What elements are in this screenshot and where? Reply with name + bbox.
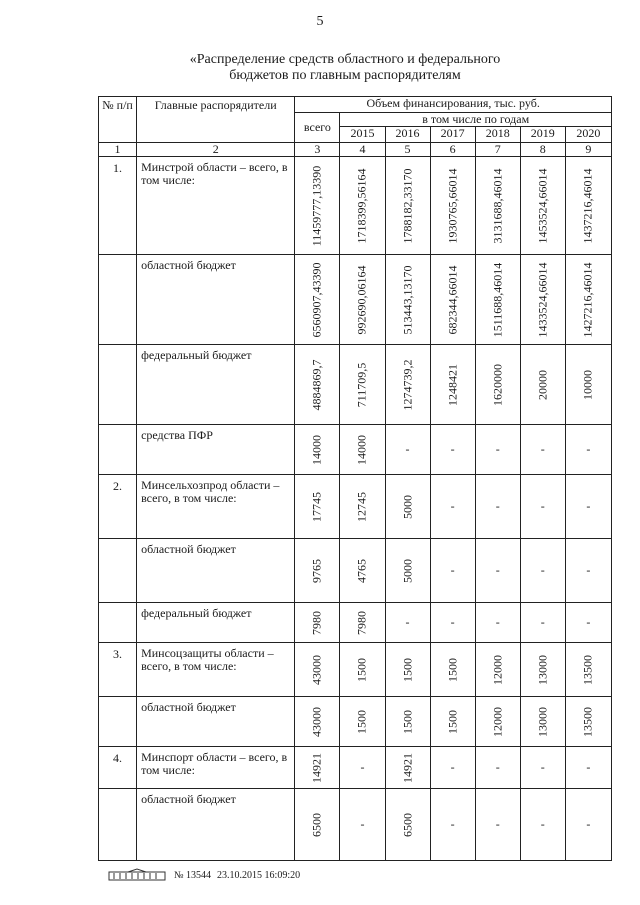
header-by-years: в том числе по годам [340, 113, 612, 127]
value-text: 7980 [309, 610, 324, 635]
value-cell: - [475, 425, 520, 475]
value-cell: - [520, 603, 565, 643]
row-manager-name: областной бюджет [137, 539, 295, 603]
value-text: 12000 [490, 706, 505, 737]
value-text: 1500 [445, 657, 460, 682]
value-cell [340, 697, 385, 747]
value-text: 711709,5 [354, 362, 369, 407]
table-row [99, 789, 612, 861]
value-cell: - [475, 747, 520, 789]
value-cell [340, 425, 385, 475]
value-cell [520, 643, 565, 697]
row-manager-name: Минстрой области – всего, в том числе: [137, 157, 295, 255]
value-cell: - [430, 603, 475, 643]
value-cell [565, 697, 611, 747]
value-text: 4884869,7 [309, 359, 324, 410]
row-number [99, 255, 137, 345]
row-number: 4. [99, 747, 137, 789]
title-line-2: бюджетов по главным распорядителям [229, 68, 461, 83]
value-cell: - [520, 475, 565, 539]
value-cell [385, 539, 430, 603]
value-cell [475, 697, 520, 747]
value-text: 1433524,66014 [535, 262, 550, 337]
table-row [99, 425, 612, 475]
value-cell [295, 345, 340, 425]
value-cell [520, 255, 565, 345]
value-cell [340, 157, 385, 255]
value-cell [430, 345, 475, 425]
title-line-1: «Распределение средств областного и федерального [189, 52, 501, 67]
table-row [99, 603, 612, 643]
value-text: 9765 [309, 558, 324, 583]
column-number: 7 [475, 143, 520, 157]
row-number: 3. [99, 643, 137, 697]
header-year: 2019 [520, 127, 565, 143]
value-text: 14921 [400, 752, 415, 783]
value-cell [385, 475, 430, 539]
column-number: 4 [340, 143, 385, 157]
value-text: 5000 [400, 494, 415, 519]
value-text: 14921 [309, 752, 324, 783]
value-cell [385, 697, 430, 747]
page-number: 5 [316, 14, 324, 29]
value-cell [565, 345, 611, 425]
row-number [99, 789, 137, 861]
table-row [99, 255, 612, 345]
table-row [99, 643, 612, 697]
value-cell [475, 157, 520, 255]
value-text: 13000 [535, 654, 550, 685]
value-cell [340, 643, 385, 697]
value-text: 1500 [354, 657, 369, 682]
value-text: 1718399,56164 [354, 168, 369, 243]
row-number [99, 345, 137, 425]
value-text: 43000 [309, 654, 324, 685]
value-cell: - [520, 539, 565, 603]
value-text: 1500 [354, 709, 369, 734]
value-text: 7980 [354, 610, 369, 635]
value-text: 13000 [535, 706, 550, 737]
value-text: 6500 [400, 812, 415, 837]
value-text: 1930765,66014 [445, 168, 460, 243]
value-cell: - [565, 789, 611, 861]
column-number: 2 [137, 143, 295, 157]
value-cell: - [565, 475, 611, 539]
column-number: 6 [430, 143, 475, 157]
value-text: 17745 [309, 491, 324, 522]
value-text: 14000 [354, 434, 369, 465]
value-cell: - [430, 475, 475, 539]
row-manager-name: федеральный бюджет [137, 603, 295, 643]
value-text: 1788182,33170 [400, 168, 415, 243]
value-cell [565, 643, 611, 697]
footer-doc-number: № 13544 [174, 869, 212, 881]
value-cell [430, 157, 475, 255]
row-manager-name: областной бюджет [137, 255, 295, 345]
row-number [99, 425, 137, 475]
row-manager-name: средства ПФР [137, 425, 295, 475]
value-cell [340, 345, 385, 425]
value-cell [385, 345, 430, 425]
registry-stamp-icon [108, 868, 166, 882]
column-number: 9 [565, 143, 611, 157]
value-text: 1500 [400, 657, 415, 682]
value-cell [430, 255, 475, 345]
value-cell: - [475, 603, 520, 643]
value-text: 1453524,66014 [535, 168, 550, 243]
value-text: 1500 [445, 709, 460, 734]
row-number: 2. [99, 475, 137, 539]
value-text: 11459777,13390 [309, 165, 324, 246]
value-cell [385, 789, 430, 861]
header-year: 2016 [385, 127, 430, 143]
value-text: 14000 [309, 434, 324, 465]
value-text: 682344,66014 [445, 265, 460, 334]
value-cell [385, 747, 430, 789]
value-cell [295, 157, 340, 255]
value-text: 1427216,46014 [580, 262, 595, 337]
value-text: 10000 [580, 369, 595, 400]
table-row [99, 475, 612, 539]
value-cell: - [385, 603, 430, 643]
value-cell: - [520, 425, 565, 475]
table-row [99, 539, 612, 603]
column-number: 5 [385, 143, 430, 157]
value-cell: - [565, 539, 611, 603]
value-cell: - [520, 789, 565, 861]
value-text: 1248421 [445, 363, 460, 406]
value-cell [295, 425, 340, 475]
value-cell: - [340, 789, 385, 861]
column-number: 3 [295, 143, 340, 157]
value-cell: - [520, 747, 565, 789]
value-cell [520, 697, 565, 747]
value-cell [385, 157, 430, 255]
value-cell [295, 747, 340, 789]
value-cell: - [565, 747, 611, 789]
row-manager-name: областной бюджет [137, 697, 295, 747]
footer-datetime: 23.10.2015 16:09:20 [217, 869, 301, 881]
value-cell [295, 643, 340, 697]
header-volume: Объем финансирования, тыс. руб. [295, 97, 612, 113]
value-text: 992690,06164 [354, 265, 369, 334]
row-number [99, 697, 137, 747]
row-manager-name: Минспорт области – всего, в том числе: [137, 747, 295, 789]
value-text: 1500 [400, 709, 415, 734]
value-cell: - [565, 603, 611, 643]
value-cell [520, 157, 565, 255]
value-text: 1437216,46014 [580, 168, 595, 243]
value-text: 1511688,46014 [490, 262, 505, 337]
header-year: 2020 [565, 127, 611, 143]
value-text: 13500 [580, 654, 595, 685]
value-text: 513443,13170 [400, 265, 415, 334]
table-row [99, 747, 612, 789]
value-cell: - [430, 539, 475, 603]
value-cell: - [475, 475, 520, 539]
value-cell [475, 345, 520, 425]
table-row [99, 157, 612, 255]
value-text: 1274739,2 [400, 359, 415, 410]
value-text: 1620000 [490, 363, 505, 406]
row-manager-name: Минсоцзащиты области – всего, в том числе: [137, 643, 295, 697]
column-number: 1 [99, 143, 137, 157]
header-total: всего [295, 113, 340, 143]
value-text: 6500 [309, 812, 324, 837]
row-number: 1. [99, 157, 137, 255]
header-managers: Главные распорядители [137, 97, 295, 143]
value-cell [295, 255, 340, 345]
value-cell [295, 603, 340, 643]
footer [108, 868, 300, 882]
header-year: 2017 [430, 127, 475, 143]
value-cell: - [430, 747, 475, 789]
value-text: 43000 [309, 706, 324, 737]
value-cell [340, 475, 385, 539]
header-year: 2018 [475, 127, 520, 143]
financing-table [98, 96, 612, 861]
value-text: 13500 [580, 706, 595, 737]
value-cell [295, 789, 340, 861]
value-cell [475, 643, 520, 697]
value-cell [475, 255, 520, 345]
value-text: 4765 [354, 558, 369, 583]
value-cell [340, 255, 385, 345]
value-cell [430, 697, 475, 747]
value-cell: - [430, 425, 475, 475]
table-row [99, 697, 612, 747]
value-cell: - [565, 425, 611, 475]
value-cell [520, 345, 565, 425]
value-text: 5000 [400, 558, 415, 583]
value-cell [385, 643, 430, 697]
value-cell: - [475, 539, 520, 603]
column-number: 8 [520, 143, 565, 157]
row-manager-name: федеральный бюджет [137, 345, 295, 425]
value-cell: - [385, 425, 430, 475]
value-text: 3131688,46014 [490, 168, 505, 243]
value-text: 6560907,43390 [309, 262, 324, 337]
value-cell: - [340, 747, 385, 789]
value-cell [295, 697, 340, 747]
value-cell [565, 157, 611, 255]
value-cell: - [430, 789, 475, 861]
value-cell [385, 255, 430, 345]
value-text: 12745 [354, 491, 369, 522]
row-manager-name: областной бюджет [137, 789, 295, 861]
document-title [110, 52, 580, 84]
value-cell [340, 603, 385, 643]
row-manager-name: Минсельхозпрод области – всего, в том числе: [137, 475, 295, 539]
row-number [99, 539, 137, 603]
row-number [99, 603, 137, 643]
value-cell [295, 539, 340, 603]
value-cell [430, 643, 475, 697]
value-text: 12000 [490, 654, 505, 685]
value-cell: - [475, 789, 520, 861]
header-year: 2015 [340, 127, 385, 143]
value-text: 20000 [535, 369, 550, 400]
value-cell [295, 475, 340, 539]
value-cell [340, 539, 385, 603]
table-row [99, 345, 612, 425]
value-cell [565, 255, 611, 345]
header-num: № п/п [99, 97, 137, 143]
